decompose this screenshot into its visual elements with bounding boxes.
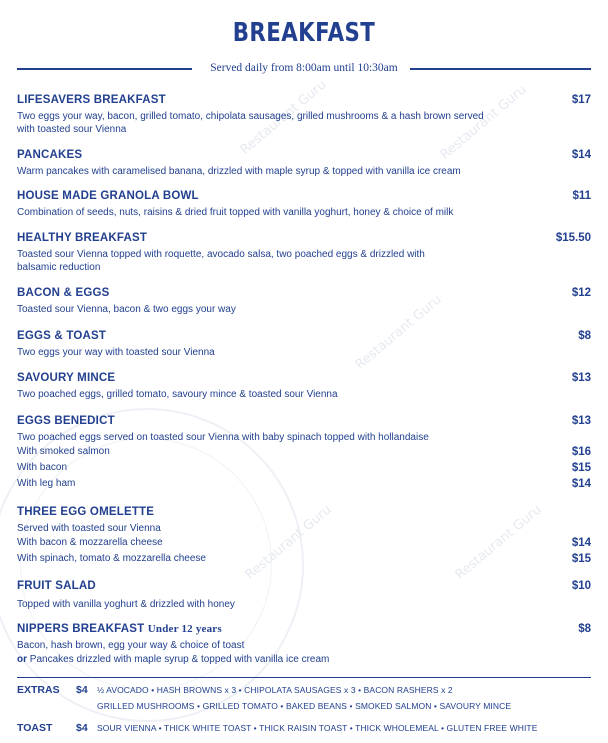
option-label: With spinach, tomato & mozzarella cheese xyxy=(17,553,206,564)
option-price: $16 xyxy=(571,446,591,458)
option-label: With bacon xyxy=(17,462,68,473)
item-name: FRUIT SALAD xyxy=(17,580,96,592)
option-label: With bacon & mozzarella cheese xyxy=(17,537,163,548)
menu-item-healthy-breakfast xyxy=(17,231,591,274)
item-description: Warm pancakes with caramelised banana, drizzled with maple syrup & topped with vanilla ice cream xyxy=(17,166,461,177)
option-label: With smoked salmon xyxy=(17,446,110,457)
extras-divider xyxy=(17,677,591,678)
serving-hours: Served daily from 8:00am until 10:30am xyxy=(210,62,398,74)
item-price: $13 xyxy=(571,415,591,427)
item-price: $10 xyxy=(571,580,591,592)
item-price: $17 xyxy=(571,94,591,106)
item-description: Two eggs your way, bacon, grilled tomato, chipolata sausages, grilled mushrooms & a hash brown served with toasted sour Vienna xyxy=(17,111,484,135)
item-description: Combination of seeds, nuts, raisins & dried fruit topped with vanilla yoghurt, honey & choice of milk xyxy=(17,207,454,218)
item-name: HEALTHY BREAKFAST xyxy=(17,232,148,244)
item-option xyxy=(17,444,591,460)
item-option xyxy=(17,460,591,476)
menu-item-pancakes xyxy=(17,148,591,178)
item-description: Toasted sour Vienna topped with roquette, avocado salsa, two poached eggs & drizzled with balsamic reduction xyxy=(17,249,425,273)
item-price: $15.50 xyxy=(555,232,591,244)
menu-item-lifesavers-breakfast xyxy=(17,93,591,136)
menu-item-granola-bowl xyxy=(17,189,591,219)
item-name: EGGS & TOAST xyxy=(17,330,107,342)
toast-list: SOUR VIENNA • THICK WHITE TOAST • THICK RAISIN TOAST • THICK WHOLEMEAL • GLUTEN FREE WHITE xyxy=(97,723,538,733)
item-description: Two poached eggs, grilled tomato, savoury mince & toasted sour Vienna xyxy=(17,389,338,400)
menu-item-eggs-benedict xyxy=(17,414,591,492)
item-price: $8 xyxy=(578,623,591,635)
item-name: NIPPERS BREAKFAST xyxy=(17,623,145,635)
item-option xyxy=(17,476,591,492)
item-name: PANCAKES xyxy=(17,149,83,161)
item-name: SAVOURY MINCE xyxy=(17,372,116,384)
item-price: $12 xyxy=(571,287,591,299)
item-price: $14 xyxy=(571,149,591,161)
item-name: HOUSE MADE GRANOLA BOWL xyxy=(17,190,199,202)
menu-item-savoury-mince xyxy=(17,371,591,401)
item-name: EGGS BENEDICT xyxy=(17,415,115,427)
alternative-text: Pancakes drizzled with maple syrup & topped with vanilla ice cream xyxy=(29,654,330,665)
menu-item-nippers-breakfast xyxy=(17,622,591,666)
page-title: BREAKFAST xyxy=(232,18,376,48)
extras-label: EXTRAS xyxy=(17,684,60,696)
option-price: $14 xyxy=(571,478,591,490)
option-price: $14 xyxy=(571,537,591,549)
menu-item-bacon-and-eggs xyxy=(17,286,591,316)
item-option xyxy=(17,535,591,551)
item-name-row xyxy=(17,622,591,636)
watermark-text: Restaurant Guru xyxy=(242,502,335,583)
item-price: $8 xyxy=(578,330,591,342)
item-price: $11 xyxy=(572,190,591,202)
item-description: Toasted sour Vienna, bacon & two eggs your way xyxy=(17,304,236,315)
option-price: $15 xyxy=(571,462,591,474)
menu-item-three-egg-omelette xyxy=(17,505,591,567)
alternative-prefix: or xyxy=(17,654,27,665)
watermark-text: Restaurant Guru xyxy=(352,292,445,373)
menu-item-fruit-salad xyxy=(17,579,591,611)
watermark-text: Restaurant Guru xyxy=(452,502,545,583)
option-label: With leg ham xyxy=(17,478,76,489)
item-price: $13 xyxy=(571,372,591,384)
item-name: LIFESAVERS BREAKFAST xyxy=(17,94,166,106)
toast-label: TOAST xyxy=(17,722,53,734)
item-description: Two poached eggs served on toasted sour Vienna with baby spinach topped with hollandaise xyxy=(17,432,429,443)
watermark-text: Restaurant Guru xyxy=(437,82,530,163)
extras-list-line2: GRILLED MUSHROOMS • GRILLED TOMATO • BAKED BEANS • SMOKED SALMON • SAVOURY MINCE xyxy=(97,701,512,711)
item-description: Bacon, hash brown, egg your way & choice of toast xyxy=(17,640,245,651)
extras-price: $4 xyxy=(76,684,88,696)
item-description: Served with toasted sour Vienna xyxy=(17,523,161,534)
watermark-text: Restaurant Guru xyxy=(237,77,330,158)
item-name: THREE EGG OMELETTE xyxy=(17,506,155,518)
extras-list-line1: ½ AVOCADO • HASH BROWNS x 3 • CHIPOLATA SAUSAGES x 3 • BACON RASHERS x 2 xyxy=(97,685,453,695)
menu-item-eggs-and-toast xyxy=(17,329,591,359)
item-description: Two eggs your way with toasted sour Vienna xyxy=(17,347,215,358)
item-age-note: Under 12 years xyxy=(147,623,222,635)
item-option xyxy=(17,551,591,567)
option-price: $15 xyxy=(571,553,591,565)
item-description: Topped with vanilla yoghurt & drizzled with honey xyxy=(17,599,235,610)
toast-price: $4 xyxy=(76,722,88,734)
item-name: BACON & EGGS xyxy=(17,287,110,299)
item-alternative xyxy=(17,653,497,666)
